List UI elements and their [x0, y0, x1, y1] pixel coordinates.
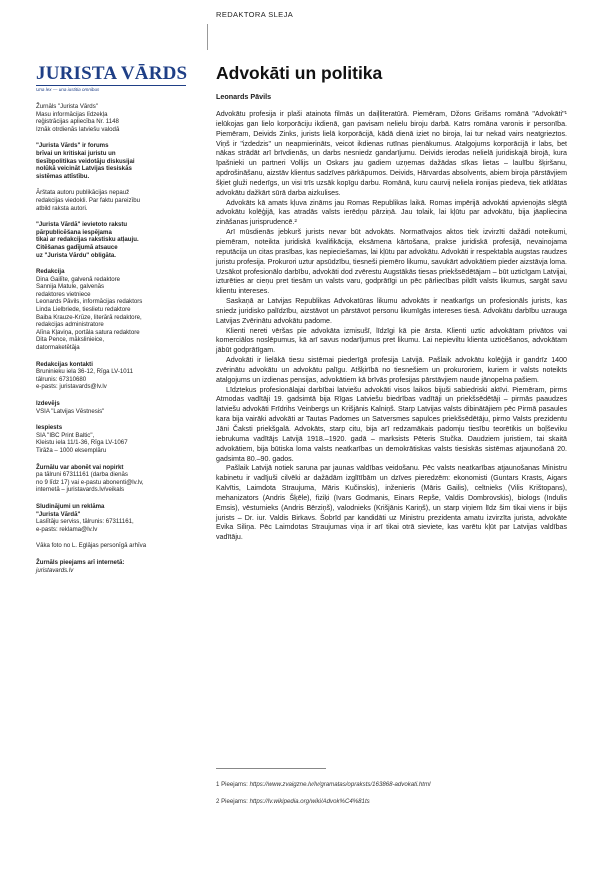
sidebar-line: Vāka foto no L. Eglājas personīgā arhīva — [36, 542, 147, 550]
editorial-contacts — [36, 361, 196, 391]
article-paragraph: Advokāts kā amats kļuva zināms jau Romas Republikas laikā. Romas impērijā advokāti apvienojās slēgtā advokātu kolēģijā, kas atradās valsts ierēdņu pārziņā. Jau tolaik, lai kļūtu par advokātu, bija jāapliecina zināšanas jurisprudencē.² — [216, 198, 567, 227]
sidebar-line: Dina Gailīte, galvenā redaktore — [36, 275, 121, 283]
sidebar-heading: Redakcija — [36, 268, 65, 276]
sidebar-line: SIA "IBC Print Baltic", — [36, 431, 95, 439]
article-author: Leonards Pāvils — [216, 92, 272, 101]
printer — [36, 424, 196, 454]
footnote-divider — [216, 768, 326, 769]
masthead-sidebar — [36, 64, 196, 574]
reprint-notice — [36, 221, 196, 259]
sidebar-line: pārpublicēšana iespējama — [36, 228, 112, 236]
sidebar-line: Laslītāju serviss, tālrunis: 67311161, — [36, 518, 134, 526]
footnote-number: 2 — [216, 798, 220, 805]
sidebar-line: redakcijas viedokli. Par faktu pareizību — [36, 196, 140, 204]
sidebar-heading: Sludinājumi un reklāma — [36, 502, 105, 510]
sidebar-line: tikai ar redakcijas rakstisku atļauju. — [36, 236, 139, 244]
sidebar-line: redakcijas administratore — [36, 321, 104, 329]
sidebar-line: Masu informācijas līdzekļa — [36, 110, 108, 118]
sidebar-line: internetā – juristavards.lv/veikals — [36, 486, 125, 494]
sidebar-line: Sannija Matule, galvenās — [36, 283, 105, 291]
sidebar-line: "Jurista Vārdā" ievietoto rakstu — [36, 221, 128, 229]
registration-info — [36, 103, 196, 133]
advertising-info — [36, 503, 196, 533]
sidebar-line: Alīna Kļaviņa, portāla satura redaktore — [36, 328, 140, 336]
sidebar-line: "Jurista Vārds" ir forums — [36, 142, 109, 150]
footnote-number: 1 — [216, 781, 220, 788]
cover-photo-credit — [36, 542, 196, 550]
editorial-staff — [36, 268, 196, 352]
subscription-info — [36, 464, 196, 494]
sidebar-line: Iznāk otrdienās latviešu valodā — [36, 125, 120, 133]
sidebar-line: tālrunis: 67310680 — [36, 375, 87, 383]
sidebar-line: Linda Lielbriede, tieslietu redaktore — [36, 306, 131, 314]
journal-logo: JURISTA VĀRDS — [36, 63, 188, 84]
sidebar-line: Baiba Krauze-Krūze, literārā redaktore, — [36, 313, 142, 321]
sidebar-line: brīvai un kritiskai juristu un — [36, 149, 116, 157]
sidebar-line: sistēmas attīstību. — [36, 172, 90, 180]
journal-tagline: Una lex — una iustitia omnibus — [36, 87, 100, 92]
sidebar-line: Dita Pence, mākslinieice, — [36, 336, 105, 344]
sidebar-line: Bruninieku iela 36-12, Rīga LV-1011 — [36, 368, 133, 376]
header-divider — [207, 24, 208, 50]
footnote-link[interactable]: https://lv.wikipedia.org/wiki/Advok%C4%81ts — [249, 798, 370, 805]
article-paragraph: Līdztekus profesionālajai darbībai latviešu advokāti visos laikos bijuši sabiedriski aktīvi. Piemēram, pirms Atmodas vadītāji 19. gadsimtā bija Rīgas Latviešu biedrības vadītāji un priekšsēdētāji – pirmās paaudzes latviešu advokāti Frīdrihs Veinbergs un Krišjānis Kalniņš. Starp Latvijas valsts dibinātājiem pēc Pirmā pasaules kara bija vairāki advokāti ar Tautas Padomes un Satversmes sapulces priekšsēdētāju, pirmo Valsts prezidentu Jāni Čaksti priekšgalā. Advokāts, starp citu, bija arī redzamākais padomju tiesību teorētikis un boļševiku iebrukuma vadītājs Latvijā 1918.–1920. gadā – marksists Pēteris Stučka. Daudziem juristiem, tai skaitā advokātiem, bija būtiska loma valsts neatkarības un demokrātiskas valsts tiesiskās sistēmas atjaunošanā 20. gadsimta 80.–90. gados. — [216, 385, 567, 463]
sidebar-line: nolūkā veicināt Latvijas tiesiskās — [36, 165, 132, 173]
sidebar-line: Kleistu iela 11/1-36, Rīga LV-1067 — [36, 439, 128, 447]
footnote-label: Pieejams: — [221, 798, 248, 805]
sidebar-line: Leonards Pāvils, informācijas redaktors — [36, 298, 143, 306]
sidebar-line: e-pasts: reklama@lv.lv — [36, 525, 98, 533]
footnote — [216, 780, 430, 789]
sidebar-line: Žurnāls "Jurista Vārds" — [36, 103, 98, 110]
article-title: Advokāti un politika — [216, 63, 383, 83]
sidebar-line: reģistrācijas apliecība Nr. 1148 — [36, 118, 119, 126]
sidebar-line: tiesībpolitikas veidotāju diskusijai — [36, 157, 135, 165]
sidebar-heading: Žurnāls pieejams arī internetā: — [36, 558, 125, 566]
sidebar-heading: Redakcijas kontakti — [36, 360, 93, 368]
disclaimer — [36, 189, 196, 212]
sidebar-line: pa tālruni 67311161 (darba dienās — [36, 471, 128, 479]
website-link[interactable]: juristavards.lv — [36, 566, 74, 574]
footnote-link[interactable]: https://www.zvaigzne.lv/lv/gramatas/opraksts/163868-advokati.html — [249, 781, 431, 788]
online-info — [36, 559, 196, 574]
article-body — [216, 110, 567, 543]
sidebar-line: Ārštata autoru publikācijas nepauž — [36, 189, 130, 197]
sidebar-line: uz "Jurista Vārdu" obligāta. — [36, 251, 116, 259]
sidebar-line: redaktores vietniece — [36, 290, 91, 298]
article-paragraph: Advokātu profesija ir plaši atainota filmās un daiļliteratūrā. Piemēram, Džons Grišams romānā "Advokāti"¹ ielūkojas gan lielo korporāciju ikdienā, gan pavisam nelielu biroju darbā. Katrs romāna varonis ir personība. Piemēram, Deivids Zinks, jurists lielā korporācijā, kādā dienā iziet no biroja, lai tur nekad vairs neatgrieztos. Viņš ir "izdedzis" un neapmierināts, veicot ikdienas rutīnas pienākumus. Atalgojums korporācijā ir labs, bet nākas strādāt arī brīvdienās, un darbs nesniedz gandarījumu. Deivids ierodas nelielā juridiskajā birojā, kura īpašnieki un partneri Vollijs un Oskars jau gadiem uzņemas dažādas sīkas lietas – laulību šķiršanu, apdrošināšanu, aizstāv klientus sadzīves pārkāpumos. Deivids, Hārvardas absolvents, abiem biroja pārstāvjiem šķiet gluži nederīgs, un visi trīs uzsāk kopīgu darbu. Romānā, kuru caurvij neliela ironijas piedeva, tiek atklātas advokātu dažkārt sūrā darba aizkulises. — [216, 110, 567, 197]
contact-email[interactable]: e-pasts: juristavards@lv.lv — [36, 383, 107, 391]
article-paragraph: Pašlaik Latvijā notiek saruna par jaunas valdības veidošanu. Pēc valsts neatkarības atjaunošanas Ministru kabinetu ir vadījuši cilvēki ar dažādām izglītībām un dzīves pieredzēm: ekonomisti (Guntars Krasts, Aigars Kalvītis, Laimdota Straujuma, Māris Kučinskis), inženieris (Māris Gailis), celtnieks (Vilis Krištopans), mehanizators (Andris Šķēle), fiziķi (Ivars Godmanis, Einars Repše, Valdis Dombrovskis), biologs (Indulis Emsis), vēsturnieks (Andris Bērziņš), valodnieks (Krišjānis Kariņš), un starp viņiem līdz šim tikai viens ir bijis jurists – Dr. iur. Valdis Birkavs. Šobrīd par kandidāti uz Ministru prezidenta amatu izvirzīta jurista, advokāte Evika Siliņa. Pēc Laimdotas Straujumas viņa ir arī tikai otrā sieviete, kas varētu kļūt par Latvijas valdības vadītāju. — [216, 464, 567, 542]
sidebar-line: Tirāža – 1000 eksemplāru — [36, 446, 107, 454]
sidebar-heading: "Jurista Vārdā" — [36, 510, 81, 518]
section-label: REDAKTORA SLEJA — [216, 10, 294, 19]
article-paragraph: Arī mūsdienās jebkurš jurists nevar būt advokāts. Normatīvajos aktos tiek izvirzīti dažādi noteikumi, piemēram, noteikta juridiskā kvalifikācija, eksāmena kārtošana, prakse juridiskā profesijā, nevainojama reputācija un citas prasības, kas nepieciešamas, lai kļūtu par advokātu. Advokāti ir respektabla augstas raudzes juristu profesija. Prokurori uztur apsūdzību, tiesneši piemēro likumu, savukārt advokātiem pieder aizstāvja loma. Uzsākot profesionālo darbību, advokāti dod zvērestu Augstākās tiesas priekšsēdētājam – būt uzticīgam Latvijai, izturēties ar cieņu pret tiesām un valsts varu, godprātīgi un pēc pārliecības pildīt valsts likumus, sargāt savu klientu intereses. — [216, 228, 567, 296]
sidebar-line: no 9 līdz 17) vai e-pastu abonenti@lv.lv, — [36, 478, 144, 486]
article-paragraph: Klienti nereti vēršas pie advokāta izmisušī, līdzīgi kā pie ārsta. Klienti uztic advokātam privātos vai komerciālos noslēpumus, kā arī savus nodarījumus pret likumu. Lai nepieviltu klienta uzticēšanos, advokātam jābūt godprātīgam. — [216, 326, 567, 355]
sidebar-line: datormaketētāja — [36, 344, 80, 352]
footnote-label: Pieejams: — [221, 781, 248, 788]
sidebar-heading: Iespiests — [36, 424, 63, 432]
sidebar-heading: Žurnālu var abonēt vai nopirkt — [36, 463, 124, 471]
footnote — [216, 797, 430, 806]
sidebar-line: VSIA "Latvijas Vēstnesis" — [36, 407, 105, 415]
article-paragraph: Saskaņā ar Latvijas Republikas Advokatūras likumu advokāts ir neatkarīgs un profesionāls jurists, kas sniedz juridisko palīdzību, aizstāvot un pārstāvot personu likumīgās intereses tiesā. Advokātu darbību uzrauga Latvijas Zvērinātu advokātu padome. — [216, 297, 567, 325]
sidebar-heading: Izdevējs — [36, 400, 60, 407]
article-paragraph: Advokāti ir lielākā tiesu sistēmai piederīgā profesija Latvijā. Pašlaik advokātu kolēģijā ir gandrīz 1400 zvērinātu advokātu un advokātu palīgu. Atšķirībā no tiesnešiem un prokuroriem, kuriem ir valsts noteikts atalgojums un izdienas pensijas, advokātiem kā brīvās profesijas pārstāvjiem naude jānopelna pašiem. — [216, 356, 567, 384]
publisher — [36, 400, 196, 415]
mission-statement — [36, 142, 196, 180]
sidebar-line: atbild raksta autori. — [36, 204, 88, 212]
logo-underline — [36, 85, 186, 86]
footnotes — [216, 780, 430, 814]
sidebar-line: Citēšanas gadījumā atsauce — [36, 243, 118, 251]
